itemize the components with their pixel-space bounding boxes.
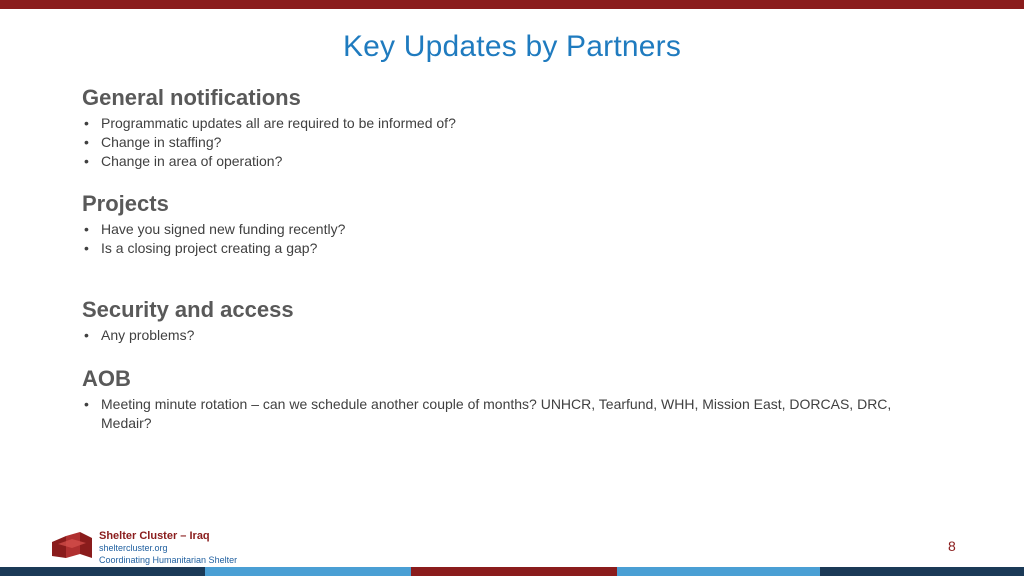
bullet-item <box>82 239 942 258</box>
bullet-icon: • <box>84 153 89 169</box>
bullet-item <box>82 152 942 171</box>
bullet-item <box>82 114 942 133</box>
section-aob <box>82 365 942 433</box>
bottom-bar-segment <box>411 567 617 576</box>
section-general-notifications <box>82 84 942 171</box>
bullet-text: Have you signed new funding recently? <box>101 221 346 237</box>
bullet-list <box>82 220 942 258</box>
bullet-text: Change in area of operation? <box>101 153 283 169</box>
bottom-bar-segment <box>617 567 820 576</box>
section-heading: Security and access <box>82 297 294 322</box>
bottom-bar-segment <box>820 567 1024 576</box>
section-heading: General notifications <box>82 85 301 110</box>
bullet-icon: • <box>84 115 89 131</box>
bullet-icon: • <box>84 327 89 343</box>
bullet-item <box>82 395 942 433</box>
bottom-bar-segment <box>0 567 205 576</box>
bullet-text: Change in staffing? <box>101 134 222 150</box>
bullet-item <box>82 220 942 239</box>
bullet-icon: • <box>84 240 89 256</box>
bottom-accent-bar <box>0 567 1024 576</box>
bullet-item <box>82 133 942 152</box>
section-projects <box>82 190 942 258</box>
bullet-item <box>82 326 942 345</box>
footer-org-info <box>99 530 237 566</box>
section-heading: AOB <box>82 366 131 391</box>
section-security-access <box>82 296 942 345</box>
slide-title: Key Updates by Partners <box>342 30 682 63</box>
bullet-list <box>82 326 942 345</box>
page-number: 8 <box>948 538 956 554</box>
bullet-icon: • <box>84 221 89 237</box>
footer-tagline: Coordinating Humanitarian Shelter <box>99 555 238 565</box>
top-accent-bar <box>0 0 1024 9</box>
bullet-text: Programmatic updates all are required to be informed of? <box>101 115 456 131</box>
bullet-icon: • <box>84 396 89 412</box>
bullet-text: Any problems? <box>101 327 195 343</box>
bullet-text: Meeting minute rotation – can we schedule another couple of months? UNHCR, Tearfund, WHH, Mission East, DORCAS, DRC, Medair? <box>101 396 892 431</box>
bottom-bar-segment <box>205 567 411 576</box>
section-heading: Projects <box>82 191 169 216</box>
bullet-text: Is a closing project creating a gap? <box>101 240 318 256</box>
shelter-cluster-logo-icon <box>50 530 94 562</box>
bullet-icon: • <box>84 134 89 150</box>
footer-website: sheltercluster.org <box>99 543 168 553</box>
bullet-list <box>82 114 942 171</box>
bullet-list <box>82 395 942 433</box>
footer-org-name: Shelter Cluster – Iraq <box>99 530 210 542</box>
